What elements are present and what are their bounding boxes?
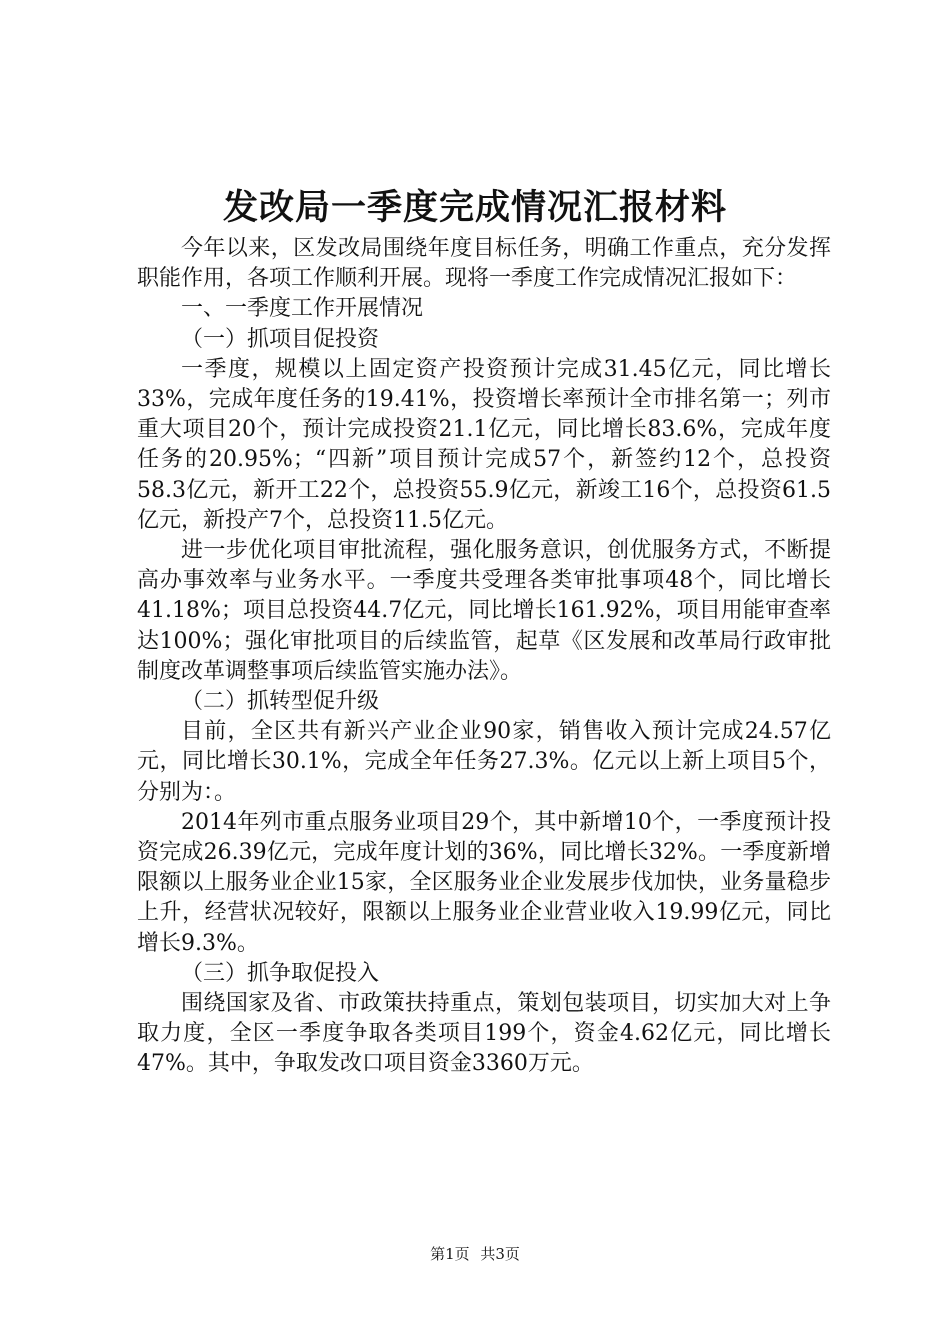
page-number: 第1页 (430, 1245, 470, 1263)
body-paragraph: 进一步优化项目审批流程，强化服务意识，创优服务方式，不断提高办事效率与业务水平。一季度共受理各类审批事项48个，同比增长41.18%；项目总投资44.7亿元，同比增长161.92%，项目用能审查率达100%；强化审批项目的后续监管，起草《区发展和改革局行政审批制度改革调整事项后续监管实施办法》。 (137, 538, 831, 684)
section-heading-1: 一、一季度工作开展情况 (181, 296, 424, 322)
body-paragraph: 围绕国家及省、市政策扶持重点，策划包装项目，切实加大对上争取力度，全区一季度争取各类项目199个，资金4.62亿元，同比增长47%。其中，争取发改口项目资金3360万元。 (137, 991, 831, 1077)
subsection-heading-3: （三）抓争取促投入 (181, 960, 380, 986)
body-paragraph: 2014年列市重点服务业项目29个，其中新增10个，一季度预计投资完成26.39亿元，完成年度计划的36%，同比增长32%。一季度新增限额以上服务业企业15家，全区服务业企业发展步伐加快，业务量稳步上升，经营状况较好，限额以上服务业企业营业收入19.99亿元，同比增长9.3%。 (137, 809, 831, 956)
subsection-heading-1: （一）抓项目促投资 (181, 326, 380, 352)
body-paragraph: 一季度，规模以上固定资产投资预计完成31.45亿元，同比增长33%，完成年度任务的19.41%，投资增长率预计全市排名第一；列市重大项目20个，预计完成投资21.1亿元，同比增长83.6%，完成年度任务的20.95%；“四新”项目预计完成57个，新签约12个，总投资58.3亿元，新开工22个，总投资55.9亿元，新竣工16个，总投资61.5亿元，新投产7个，总投资11.5亿元。 (137, 356, 831, 533)
page-footer (0, 1242, 950, 1266)
intro-paragraph: 今年以来，区发改局围绕年度目标任务，明确工作重点，充分发挥职能作用，各项工作顺利开展。现将一季度工作完成情况汇报如下： (137, 236, 831, 292)
document-body (137, 234, 831, 1080)
page-total: 共3页 (480, 1245, 520, 1263)
body-paragraph: 目前，全区共有新兴产业企业90家，销售收入预计完成24.57亿元，同比增长30.1%，完成全年任务27.3%。亿元以上新上项目5个，分别为：。 (137, 719, 831, 805)
subsection-heading-2: （二）抓转型促升级 (181, 689, 380, 715)
document-title: 发改局一季度完成情况汇报材料 (222, 188, 727, 228)
